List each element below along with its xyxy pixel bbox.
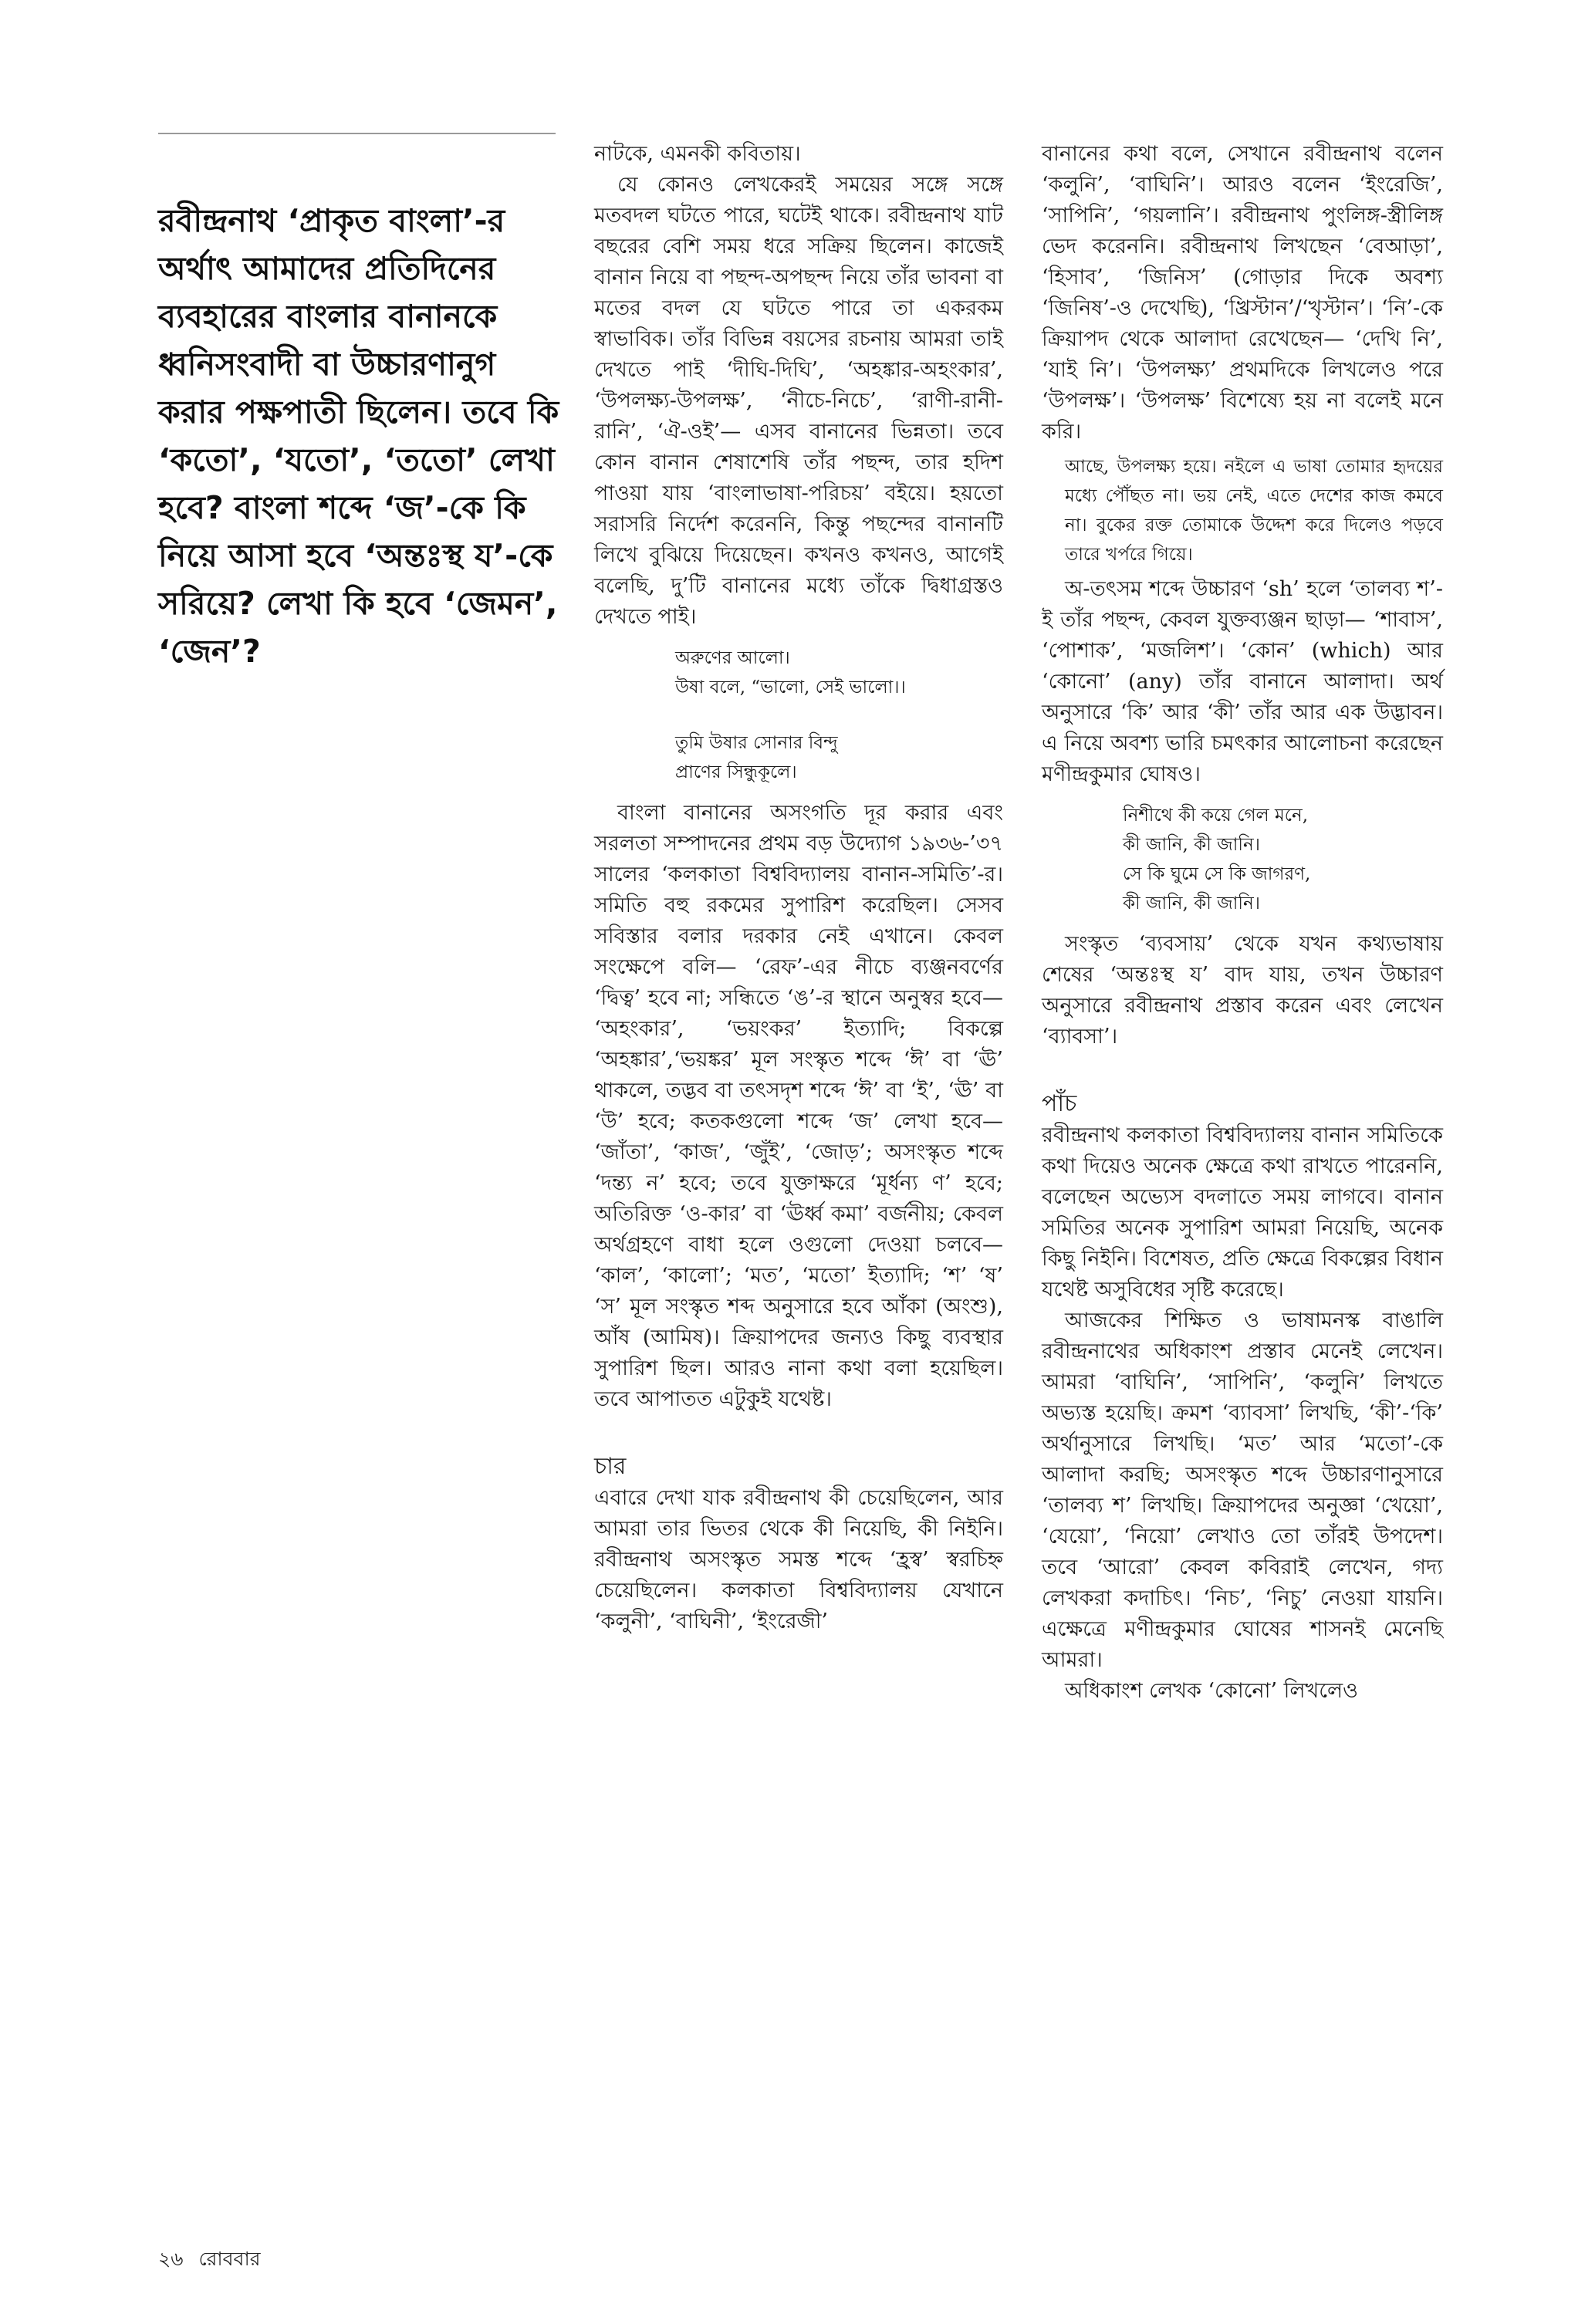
paragraph: নাটকে, এমনকী কবিতায়। <box>594 142 801 166</box>
verse-line: তুমি উষার সোনার বিন্দু <box>675 733 838 753</box>
article-column-2 <box>1042 139 1443 1707</box>
paragraph: বাংলা বানানের অসংগতি দূর করার এবং সরলতা সম্পাদনের প্রথম বড় উদ্যোগ ১৯৩৬-’৩৭ সালের ‘কলকাতা বিশ্ববিদ্যালয় বানান-সমিতি’-র। সমিতি বহু রকমের সুপারিশ করেছিল। সেসব সবিস্তার বলার দরকার নেই এখানে। কেবল সংক্ষেপে বলি— ‘রেফ’-এর নীচে ব্যঞ্জনবর্ণের ‘দ্বিত্ব’ হবে না; সন্ধিতে ‘ঙ’-র স্থানে অনুস্বর হবে— ‘অহংকার’, ‘ভয়ংকর’ ইত্যাদি; বিকল্পে ‘অহঙ্কার’,‘ভয়ঙ্কর’ মূল সংস্কৃত শব্দে ‘ঈ’ বা ‘ঊ’ থাকলে, তদ্ভব বা তৎসদৃশ শব্দে ‘ঈ’ বা ‘ই’, ‘ঊ’ বা ‘উ’ হবে; কতকগুলো শব্দে ‘জ’ লেখা হবে— ‘জাঁতা’, ‘কাজ’, ‘জুঁই’, ‘জোড়’; অসংস্কৃত শব্দে ‘দন্ত্য ন’ হবে; তবে যুক্তাক্ষরে ‘মূর্ধন্য ণ’ হবে; অতিরিক্ত ‘ও-কার’ বা ‘ঊর্ধ্ব কমা’ বর্জনীয়; কেবল অর্থগ্রহণে বাধা হলে ওগুলো দেওয়া চলবে— ‘কাল’, ‘কালো’; ‘মত’, ‘মতো’ ইত্যাদি; ‘শ’ ‘ষ’ ‘স’ মূল সংস্কৃত শব্দ অনুসারে হবে আঁকা (অংশু), আঁষ (আমিষ)। ক্রিয়াপদের জন্যও কিছু ব্যবস্থার সুপারিশ ছিল। আরও নানা কথা বলা হয়েছিল। তবে আপাতত এটুকুই যথেষ্ট। <box>594 801 1003 1411</box>
verse-line: কী জানি, কী জানি। <box>1123 893 1260 914</box>
verse-line: উষা বলে, “ভালো, সেই ভালো।। <box>675 677 906 698</box>
page-footer <box>158 2244 269 2277</box>
verse-line: কী জানি, কী জানি। <box>1123 835 1260 855</box>
verse-line: নিশীথে কী কয়ে গেল মনে, <box>1123 806 1309 826</box>
paragraph: যে কোনও লেখকেরই সময়ের সঙ্গে সঙ্গে মতবদল ঘটতে পারে, ঘটেই থাকে। রবীন্দ্রনাথ যাট বছরের বেশি সময় ধরে সক্রিয় ছিলেন। কাজেই বানান নিয়ে বা পছন্দ-অপছন্দ নিয়ে তাঁর ভাবনা বা মতের বদল যে ঘটতে পারে তা একরকম স্বাভাবিক। তাঁর বিভিন্ন বয়সের রচনায় আমরা তাই দেখতে পাই ‘দীঘি-দিঘি’, ‘অহঙ্কার-অহংকার’, ‘উপলক্ষ্য-উপলক্ষ’, ‘নীচে-নিচে’, ‘রাণী-রানী-রানি’, ‘ঐ-ওই’— এসব বানানের ভিন্নতা। তবে কোন বানান শেষাশেষি তাঁর পছন্দ, তার হদিশ পাওয়া যায় ‘বাংলাভাষা-পরিচয়’ বইয়ে। হয়তো সরাসরি নির্দেশ করেননি, কিন্তু পছন্দের বানানটি লিখে বুঝিয়ে দিয়েছেন। কখনও কখনও, আগেই বলেছি, দু’টি বানানের মধ্যে তাঁকে দ্বিধাগ্রস্তও দেখতে পাই। <box>594 173 1003 629</box>
paragraph: অ-তৎসম শব্দে উচ্চারণ ‘sh’ হলে ‘তালব্য শ’-ই তাঁর পছন্দ, কেবল যুক্তব্যঞ্জন ছাড়া— ‘শাবাস’, ‘পোশাক’, ‘মজলিশ’। ‘কোন’ (which) আর ‘কোনো’ (any) তাঁর বানানে আলাদা। অর্থ অনুসারে ‘কি’ আর ‘কী’ তাঁর আর এক উদ্ভাবন। এ নিয়ে অবশ্য ভারি চমৎকার আলোচনা করেছেন মণীন্দ্রকুমার ঘোষও। <box>1042 577 1443 786</box>
block-quote: আছে, উপলক্ষ্য হয়ে। নইলে এ ভাষা তোমার হৃদয়ের মধ্যে পৌঁছত না। ভয় নেই, এতে দেশের কাজ কমবে না। বুকের রক্ত তোমাকে উদ্দেশ করে দিলেও পড়বে তারে খর্পরে গিয়ে। <box>1065 457 1443 565</box>
paragraph: বানানের কথা বলে, সেখানে রবীন্দ্রনাথ বলেন ‘কলুনি’, ‘বাঘিনি’। আরও বলেন ‘ইংরেজি’, ‘সাপিনি’, ‘গয়লানি’। রবীন্দ্রনাথ পুংলিঙ্গ-স্ত্রীলিঙ্গ ভেদ করেননি। রবীন্দ্রনাথ লিখছেন ‘বেআড়া’, ‘হিসাব’, ‘জিনিস’ (গোড়ার দিকে অবশ্য ‘জিনিষ’-ও দেখেছি), ‘খ্রিস্টান’/‘খৃস্টান’। ‘নি’-কে ক্রিয়াপদ থেকে আলাদা রেখেছেন— ‘দেখি নি’, ‘যাই নি’। ‘উপলক্ষ্য’ প্রথমদিকে লিখলেও পরে ‘উপলক্ষ’। ‘উপলক্ষ’ বিশেষ্যে হয় না বলেই মনে করি। <box>1042 142 1443 444</box>
verse-quote-2 <box>1123 801 1443 918</box>
verse-line: অরুণের আলো। <box>675 648 790 668</box>
verse-quote-1 <box>675 643 1003 787</box>
page-number: ২৬ <box>158 2248 184 2270</box>
section-heading-char: চার <box>594 1453 627 1480</box>
section-heading-panch: পাঁচ <box>1042 1090 1077 1117</box>
paragraph: এবারে দেখা যাক রবীন্দ্রনাথ কী চেয়েছিলেন, আর আমরা তার ভিতর থেকে কী নিয়েছি, কী নিইনি। রবীন্দ্রনাথ অসংস্কৃত সমস্ত শব্দে ‘হ্রস্ব’ স্বরচিহ্ন চেয়েছিলেন। কলকাতা বিশ্ববিদ্যালয় যেখানে ‘কলুনী’, ‘বাঘিনী’, ‘ইংরেজী’ <box>594 1486 1003 1633</box>
verse-line: প্রাণের সিন্ধুকূলে। <box>675 762 797 782</box>
top-divider <box>158 133 556 134</box>
paragraph: সংস্কৃত ‘ব্যবসায়’ থেকে যখন কথ্যভাষায় শেষের ‘অন্তঃস্থ য’ বাদ যায়, তখন উচ্চারণ অনুসারে রবীন্দ্রনাথ প্রস্তাব করেন এবং লেখেন ‘ব্যাবসা’। <box>1042 932 1443 1049</box>
paragraph: অধিকাংশ লেখক ‘কোনো’ লিখলেও <box>1065 1679 1359 1703</box>
pull-quote: রবীন্দ্রনাথ ‘প্রাকৃত বাংলা’-র অর্থাৎ আমাদের প্রতিদিনের ব্যবহারের বাংলার বানানকে ধ্বনিসংবাদী বা উচ্চারণানুগ করার পক্ষপাতী ছিলেন। তবে কি ‘কতো’, ‘যতো’, ‘ততো’ লেখা হবে? বাংলা শব্দে ‘জ’-কে কি নিয়ে আসা হবে ‘অন্তঃস্থ য’-কে সরিয়ে? লেখা কি হবে ‘জেমন’, ‘জেন’? <box>158 202 559 670</box>
paragraph: আজকের শিক্ষিত ও ভাষামনস্ক বাঙালি রবীন্দ্রনাথের অধিকাংশ প্রস্তাব মেনেই লেখেন। আমরা ‘বাঘিনি’, ‘সাপিনি’, ‘কলুনি’ লিখতে অভ্যস্ত হয়েছি। ক্রমশ ‘ব্যাবসা’ লিখছি, ‘কী’-‘কি’ অর্থানুসারে লিখছি। ‘মত’ আর ‘মতো’-কে আলাদা করছি; অসংস্কৃত শব্দে উচ্চারণানুসারে ‘তালব্য শ’ লিখছি। ক্রিয়াপদের অনুজ্ঞা ‘খেয়ো’, ‘যেয়ো’, ‘নিয়ো’ লেখাও তো তাঁরই উপদেশ। তবে ‘আরো’ কেবল কবিরাই লেখেন, গদ্য লেখকরা কদাচিৎ। ‘নিচ’, ‘নিচু’ নেওয়া যায়নি। এক্ষেত্রে মণীন্দ্রকুমার ঘোষের শাসনই মেনেছি আমরা। <box>1042 1309 1443 1672</box>
paragraph: রবীন্দ্রনাথ কলকাতা বিশ্ববিদ্যালয় বানান সমিতিকে কথা দিয়েও অনেক ক্ষেত্রে কথা রাখতে পারেননি, বলেছেন অভ্যেস বদলাতে সময় লাগবে। বানান সমিতির অনেক সুপারিশ আমরা নিয়েছি, অনেক কিছু নিইনি। বিশেষত, প্রতি ক্ষেত্রে বিকল্পের বিধান যথেষ্ট অসুবিধের সৃষ্টি করেছে। <box>1042 1123 1443 1302</box>
verse-line: সে কি ঘুমে সে কি জাগরণ, <box>1123 864 1311 884</box>
article-column-1 <box>594 139 1003 1637</box>
magazine-name: রোববার <box>198 2248 261 2270</box>
